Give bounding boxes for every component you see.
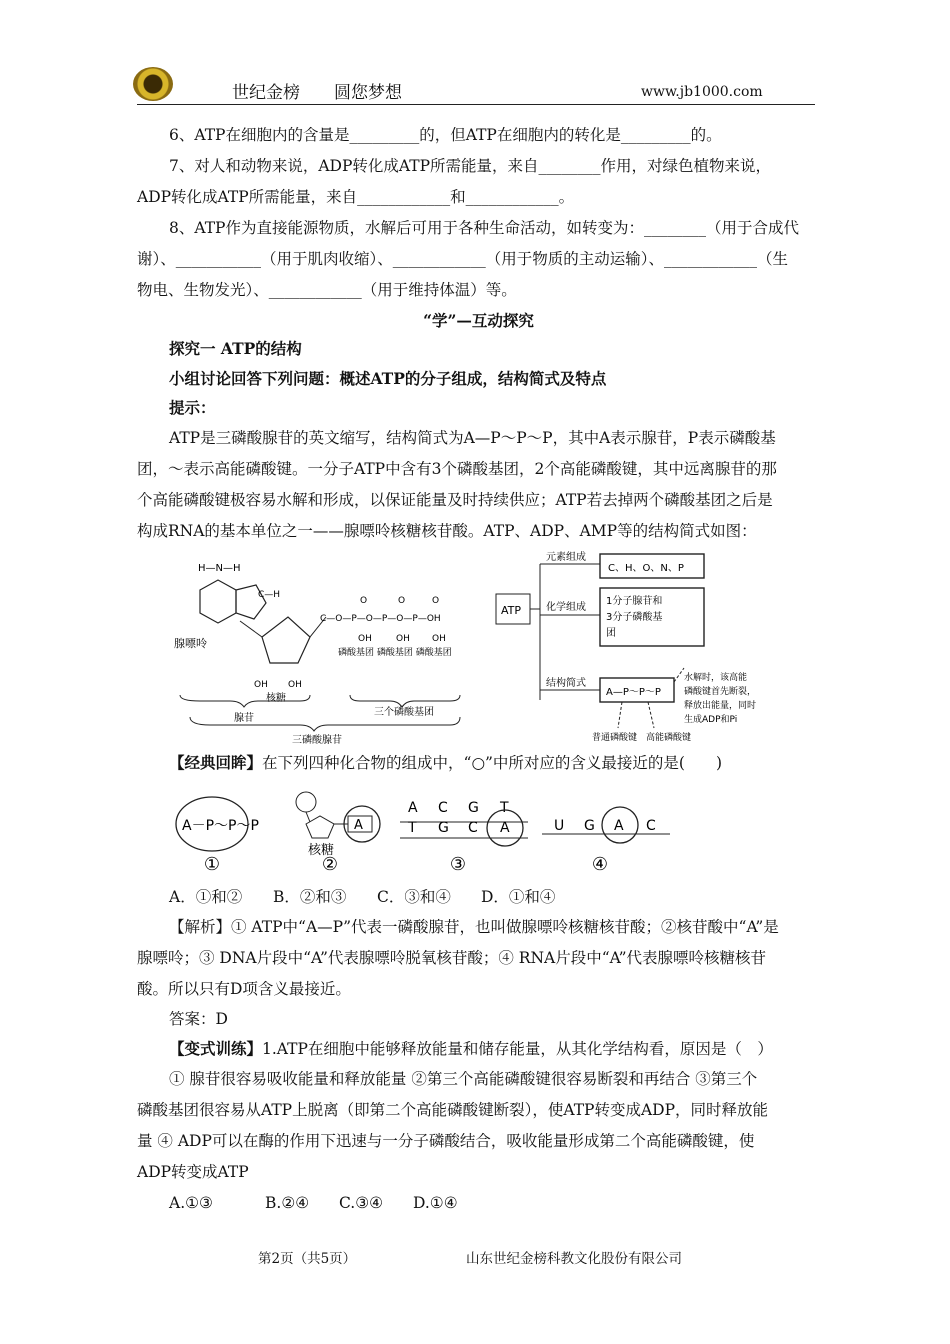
dna-base: T — [500, 800, 509, 816]
dna-base: A — [500, 820, 510, 836]
dna-base: G — [468, 800, 479, 816]
figure-1-number: ① — [203, 854, 221, 875]
figure-3-number: ③ — [449, 854, 467, 875]
ribose-label: 核糖 — [266, 693, 286, 704]
dna-base: C — [468, 820, 478, 836]
chemical-label: 化学组成 — [546, 602, 586, 613]
discussion-prompt: 小组讨论回答下列问题：概述ATP的分子组成，结构简式及特点 — [169, 369, 607, 388]
question-7-cont: ADP转化成ATP所需能量，来自____________和____________。 — [137, 188, 575, 206]
svg-text:C—H: C—H — [258, 590, 281, 600]
question-8-cont2: 物电、生物发光）、____________（用于维持体温）等。 — [137, 281, 517, 299]
rna-base: G — [584, 818, 595, 834]
figure-2-number: ② — [321, 854, 339, 875]
option-d: D.①④ — [413, 1194, 458, 1212]
variant-line: ADP转变成ATP — [137, 1163, 249, 1181]
svg-text:OH: OH — [254, 680, 268, 690]
answer: 答案：D — [169, 1010, 228, 1028]
variant-options — [137, 1188, 852, 1218]
page-number: 第2页（共5页） — [258, 1251, 357, 1267]
variant-tag: 【变式训练】 — [169, 1039, 263, 1058]
classic-question — [137, 748, 852, 778]
hint-label: 提示： — [169, 398, 216, 417]
figure-2-letter: A — [354, 818, 363, 833]
hint-line: ATP是三磷酸腺苷的英文缩写，结构简式为A—P～P～P，其中A表示腺苷，P表示磷酸基 — [169, 429, 776, 447]
adenosine-label: 腺苷 — [234, 713, 254, 724]
variant-question-text: 1.ATP在细胞中能够释放能量和储存能量，从其化学结构看，原因是（ ） — [262, 1040, 773, 1058]
option-d: D．①和④ — [481, 888, 556, 906]
dna-base: C — [438, 800, 448, 816]
question-8-cont1: 谢）、___________（用于肌肉收缩）、____________（用于物质的主动运输）、____________（生 — [137, 250, 789, 268]
option-b: B．②和③ — [273, 888, 347, 906]
hint-line: 团，～表示高能磷酸键。一分子ATP中含有3个磷酸基团，2个高能磷酸键，其中远离腺苷的那 — [137, 460, 777, 478]
svg-text:OH: OH — [288, 680, 302, 690]
dna-base: G — [438, 820, 449, 836]
amino-group-label: H—N—H — [198, 563, 241, 574]
option-b: B.②④ — [265, 1194, 310, 1212]
variant-line: 磷酸基团很容易从ATP上脱离（即第二个高能磷酸键断裂），使ATP转变成ADP，同时释放能 — [137, 1101, 769, 1119]
compound-figures — [170, 790, 690, 880]
hint-line: 个高能磷酸键极容易水解和形成，以保证能量及时持续供应；ATP若去掉两个磷酸基团之后是 — [137, 491, 773, 509]
svg-text:C—O—P—O—P—O—P—OH: C—O—P—O—P—O—P—OH — [320, 614, 441, 624]
structure-label: 结构简式 — [546, 678, 586, 689]
dna-base: A — [408, 800, 418, 816]
ribose-ring — [262, 617, 310, 663]
svg-text:O: O — [360, 596, 368, 606]
figure-4-number: ④ — [591, 854, 609, 875]
section-title: “学”—互动探究 — [423, 311, 534, 330]
rna-base: A — [614, 818, 624, 834]
high-energy-bond-label: 高能磷酸键 — [646, 733, 692, 743]
adenine-ring — [200, 580, 236, 623]
note-line: 磷酸键首先断裂， — [684, 687, 757, 697]
variant-line: 量 ④ ADP可以在酶的作用下迅速与一分子磷酸结合，吸收能量形成第二个高能磷酸键，使 — [137, 1132, 755, 1150]
question-8: 8、ATP作为直接能源物质，水解后可用于各种生命活动，如转变为：________（用于合成代 — [169, 219, 799, 237]
dna-base: T — [408, 820, 417, 836]
normal-bond-label: 普通磷酸键 — [592, 733, 638, 743]
svg-text:O: O — [398, 596, 406, 606]
adenine-label: 腺嘌呤 — [174, 637, 207, 650]
structure-box: A—P～P～P — [606, 687, 661, 698]
header-rule — [137, 104, 815, 105]
option-a: A．①和② — [169, 888, 243, 906]
figure-1-formula: A－P～P～P — [182, 818, 259, 834]
classic-options — [137, 882, 852, 912]
classic-tag: 【经典回眸】 — [169, 753, 263, 772]
element-label: 元素组成 — [546, 552, 586, 563]
company-name: 山东世纪金榜科教文化股份有限公司 — [466, 1251, 682, 1267]
chemical-box-line: 团 — [606, 628, 616, 639]
analysis-line: 酸。所以只有D项含义最接近。 — [137, 980, 351, 998]
atp-name-label: 三磷酸腺苷 — [292, 735, 342, 745]
svg-text:O: O — [432, 596, 440, 606]
note-line: 生成ADP和Pi — [684, 715, 738, 725]
atp-concept-map — [494, 550, 794, 750]
note-line: 水解时，该高能 — [684, 673, 748, 683]
variant-question — [137, 1034, 852, 1064]
rna-base: C — [646, 818, 656, 834]
element-box: C、H、O、N、P — [608, 563, 684, 574]
atp-structure-figure — [170, 555, 490, 745]
option-c: C.③④ — [339, 1194, 384, 1212]
figure-2-label: 核糖 — [308, 843, 335, 858]
svg-text:OH: OH — [432, 634, 446, 644]
phosphate-labels: 磷酸基团 磷酸基团 磷酸基团 — [338, 648, 452, 658]
three-phosphate-label: 三个磷酸基团 — [374, 707, 434, 718]
chemical-box-line: 1分子腺苷和 — [606, 596, 663, 607]
explore-title: 探究一 ATP的结构 — [169, 339, 302, 358]
option-a: A.①③ — [169, 1194, 213, 1212]
chemical-box-line: 3分子磷酸基 — [606, 612, 663, 623]
classic-question-text: 在下列四种化合物的组成中，“○”中所对应的含义最接近的是( ) — [262, 754, 722, 772]
analysis-line: 【解析】① ATP中“A—P”代表一磷酸腺苷，也叫做腺嘌呤核糖核苷酸；②核苷酸中“A”是 — [169, 918, 779, 936]
atp-box-label: ATP — [501, 604, 522, 617]
analysis-line: 腺嘌呤；③ DNA片段中“A”代表腺嘌呤脱氧核苷酸；④ RNA片段中“A”代表腺嘌呤核糖核苷 — [137, 949, 766, 967]
header-title: 世纪金榜 圆您梦想 — [232, 83, 402, 103]
svg-text:OH: OH — [396, 634, 410, 644]
hint-line: 构成RNA的基本单位之一——腺嘌呤核糖核苷酸。ATP、ADP、AMP等的结构简式如图： — [137, 522, 757, 540]
question-7: 7、对人和动物来说，ADP转化成ATP所需能量，来自________作用，对绿色植物来说， — [169, 157, 772, 175]
option-c: C．③和④ — [377, 888, 451, 906]
note-line: 释放出能量，同时 — [684, 701, 757, 711]
svg-text:OH: OH — [358, 634, 372, 644]
rna-base: U — [554, 818, 565, 834]
header-url: www.jb1000.com — [641, 84, 763, 100]
variant-line: ① 腺苷很容易吸收能量和释放能量 ②第三个高能磷酸键很容易断裂和再结合 ③第三个 — [169, 1070, 758, 1088]
logo — [133, 67, 173, 101]
question-6: 6、ATP在细胞内的含量是_________的，但ATP在细胞内的转化是_________的。 — [169, 126, 722, 144]
